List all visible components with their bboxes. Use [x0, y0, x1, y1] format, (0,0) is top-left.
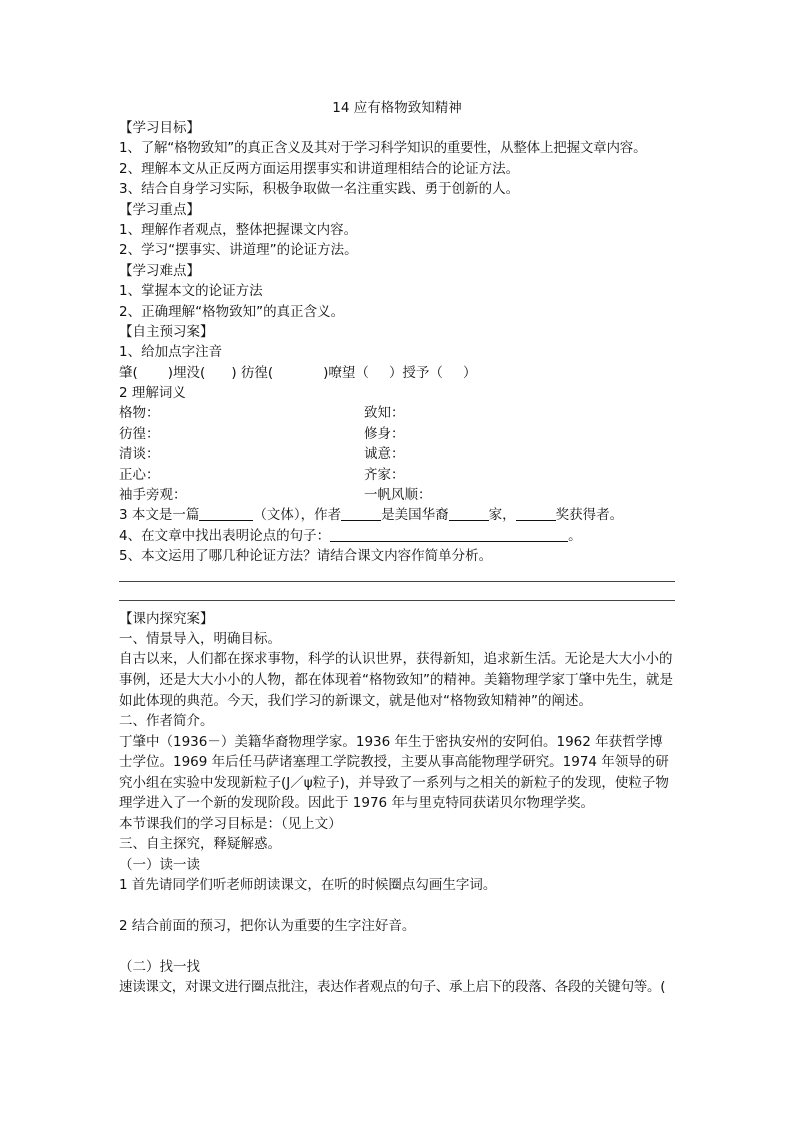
vocab-term: 格物：	[119, 405, 160, 422]
paragraph: 丁肇中（1936－）美籍华裔物理学家。1936 年生于密执安州的安阿伯。1962 年获哲学博士学位。1969 年后任马萨诸塞理工学院教授，主要从事高能物理学研究。1974 年领导的研究小组在实验中发现新粒子(J／ψ粒子)，并导致了一系列与之相关的新粒子的发现，使粒子物理学进入了一个新的发现阶段。因此于 1976 年与里克特同获诺贝尔物理学奖。	[119, 733, 669, 812]
pinyin-item: ）授予（	[388, 364, 443, 381]
vocab-term: 袖手旁观：	[119, 487, 187, 504]
instruction: 2 结合前面的预习，把你认为重要的生字注好音。	[119, 917, 416, 934]
question-5: 5、本文运用了哪几种论证方法？请结合课文内容作简单分析。	[119, 548, 493, 565]
vocab-term: 齐家：	[364, 466, 405, 483]
paragraph: 自古以来，人们都在探求事物，科学的认识世界，获得新知，追求新生活。无论是大大小小的事例，还是大大小小的人物，都在体现着“格物致知”的精神。美籍物理学家丁肇中先生，就是如此体现的典范。今天，我们学习的新课文，就是他对“格物致知精神”的阐述。	[119, 651, 673, 709]
subsection-heading: （一）读一读	[119, 856, 200, 873]
question-2: 2 理解词义	[119, 385, 186, 402]
pinyin-item: 肇(	[119, 364, 138, 381]
vocab-term: 致知：	[364, 405, 405, 422]
key-item: 2、学习“摆事实、讲道理”的论证方法。	[119, 242, 358, 259]
section-header-key: 【学习重点】	[119, 201, 200, 218]
q4-text: 4、在文章中找出表明论点的句子：	[119, 527, 331, 544]
pinyin-item: )埋没(	[167, 364, 206, 381]
vocab-term: 彷徨：	[119, 425, 160, 442]
subsection-heading: 三、自主探究，释疑解惑。	[119, 836, 281, 853]
answer-blank[interactable]	[449, 506, 489, 521]
vocab-row	[119, 403, 675, 423]
vocab-row	[119, 444, 675, 464]
key-item: 1、理解作者观点，整体把握课文内容。	[119, 221, 358, 238]
section-header-goals: 【学习目标】	[119, 120, 200, 136]
q4-text: 。	[568, 527, 582, 544]
q3-text: 3 本文是一篇	[119, 507, 200, 524]
pinyin-item: ) 彷徨(	[231, 364, 274, 381]
difficulty-item: 2、正确理解“格物致知”的真正含义。	[119, 303, 345, 320]
vocab-term: 正心：	[119, 466, 160, 483]
vocab-row	[119, 424, 675, 444]
pinyin-item: )嘹望（	[323, 364, 369, 381]
subsection-heading: 一、情景导入，明确目标。	[119, 630, 281, 647]
goal-item: 1、了解“格物致知”的真正含义及其对于学习科学知识的重要性，从整体上把握文章内容。	[119, 140, 647, 157]
difficulty-item: 1、掌握本文的论证方法	[119, 283, 263, 300]
vocab-row	[119, 485, 675, 505]
subsection-heading: （二）找一找	[119, 958, 200, 975]
answer-blank[interactable]	[341, 506, 381, 521]
section-header-difficulty: 【学习难点】	[119, 262, 200, 279]
answer-blank[interactable]	[199, 506, 253, 521]
vocab-row	[119, 465, 675, 485]
vocab-term: 修身：	[364, 425, 405, 442]
vocab-term: 清谈：	[119, 446, 160, 463]
q3-text: （文体），作者	[253, 507, 342, 524]
answer-blank[interactable]	[330, 527, 568, 542]
section-header-explore: 【课内探究案】	[119, 610, 214, 627]
section-header-preview: 【自主预习案】	[119, 323, 214, 340]
pinyin-row	[119, 363, 675, 383]
paragraph: 本节课我们的学习目标是：（见上文）	[119, 815, 342, 832]
instruction: 1 首先请同学们听老师朗读课文，在听的时候圈点勾画生字词。	[119, 877, 497, 894]
question-3	[119, 505, 675, 525]
vocab-term: 诚意：	[364, 446, 405, 463]
page-title: 14 应有格物致知精神	[332, 100, 462, 116]
document-page	[119, 98, 675, 997]
goal-item: 3、结合自身学习实际，积极争取做一名注重实践、勇于创新的人。	[119, 181, 520, 198]
pinyin-item: ）	[462, 364, 477, 381]
q3-text: 家，	[488, 507, 516, 524]
goal-item: 2、理解本文从正反两方面运用摆事实和讲道理相结合的论证方法。	[119, 160, 520, 177]
answer-blank[interactable]	[516, 506, 556, 521]
instruction: 速读课文，对课文进行圈点批注，表达作者观点的句子、承上启下的段落、各段的关键句等。(	[119, 979, 666, 996]
subsection-heading: 二、作者简介。	[119, 713, 214, 730]
question-1: 1、给加点字注音	[119, 344, 223, 361]
question-4	[119, 526, 675, 546]
q3-text: 奖获得者。	[555, 507, 624, 524]
q3-text: 是美国华裔	[381, 507, 449, 524]
vocab-term: 一帆风顺：	[364, 487, 432, 504]
